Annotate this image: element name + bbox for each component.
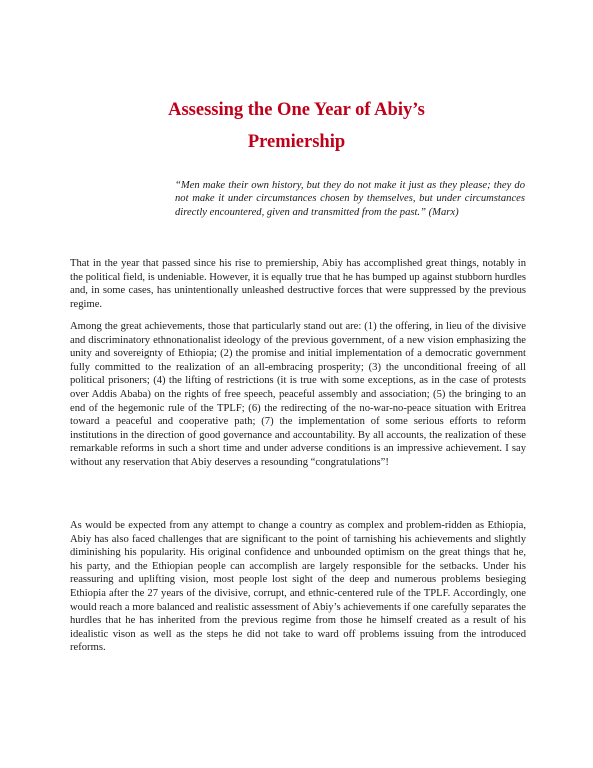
body-paragraph-2: Among the great achievements, those that particularly stand out are: (1) the offering, in lieu of the divisive and discriminatory ethnonationalist ideology of the previous government, of a new vision emphasizing the unity and sovereignty of Ethiopia; (2) the promise and initial implementation of a democratic government fully committed to the realization of an all-embracing prosperity; (3) the unconditional freeing of all political prisoners; (4) the lifting of restrictions (it is true with some exceptions, as in the case of protests over Addis Ababa) on the rights of free speech, peaceful assembly and association; (5) the bringing to an end of the hegemonic rule of the TPLF; (6) the redirecting of the no-war-no-peace situation with Eritrea toward a peaceful and cooperative path; (7) the implementation of some serious efforts to reform institutions in the direction of good governance and accountability. By all accounts, the realization of these remarkable reforms in such a short time and under adverse conditions is an impressive achievement. I say without any reservation that Abiy deserves a resounding “congratulations”!	[70, 321, 526, 468]
epigraph-quote: “Men make their own history, but they do not make it just as they please; they do not make it under circumstances chosen by themselves, but under circumstances directly encountered, given and transmitted from the past.” (Marx)	[175, 180, 525, 218]
page-title-line-2: Premiership	[247, 132, 346, 152]
page-title-line-1: Assessing the One Year of Abiy’s	[168, 100, 425, 120]
body-paragraph-1: That in the year that passed since his rise to premiership, Abiy has accomplished great things, notably in the political field, is undeniable. However, it is equally true that he has bumped up against stubborn hurdles and, in some cases, has unintentionally unleashed destructive forces that were suppressed by the previous regime.	[70, 258, 526, 310]
body-paragraph-3: As would be expected from any attempt to change a country as complex and problem-ridden as Ethiopia, Abiy has also faced challenges that are significant to the point of tarnishing his achievements and slightly diminishing his popularity. His original confidence and unbounded optimism on the great things that he, his party, and the Ethiopian people can accomplish are largely responsible for the setbacks. Under his reassuring and uplifting vision, most people lost sight of the deep and numerous problems besieging Ethiopia after the 27 years of the divisive, corrupt, and ethnic-centered rule of the TPLF. Accordingly, one would reach a more balanced and realistic assessment of Abiy’s achievements if one carefully separates the hurdles that he has inherited from the previous regime from those he himself created as a result of his idealistic vison as well as the steps he did not take to ward off problems issuing from the introduced reforms.	[70, 520, 526, 654]
